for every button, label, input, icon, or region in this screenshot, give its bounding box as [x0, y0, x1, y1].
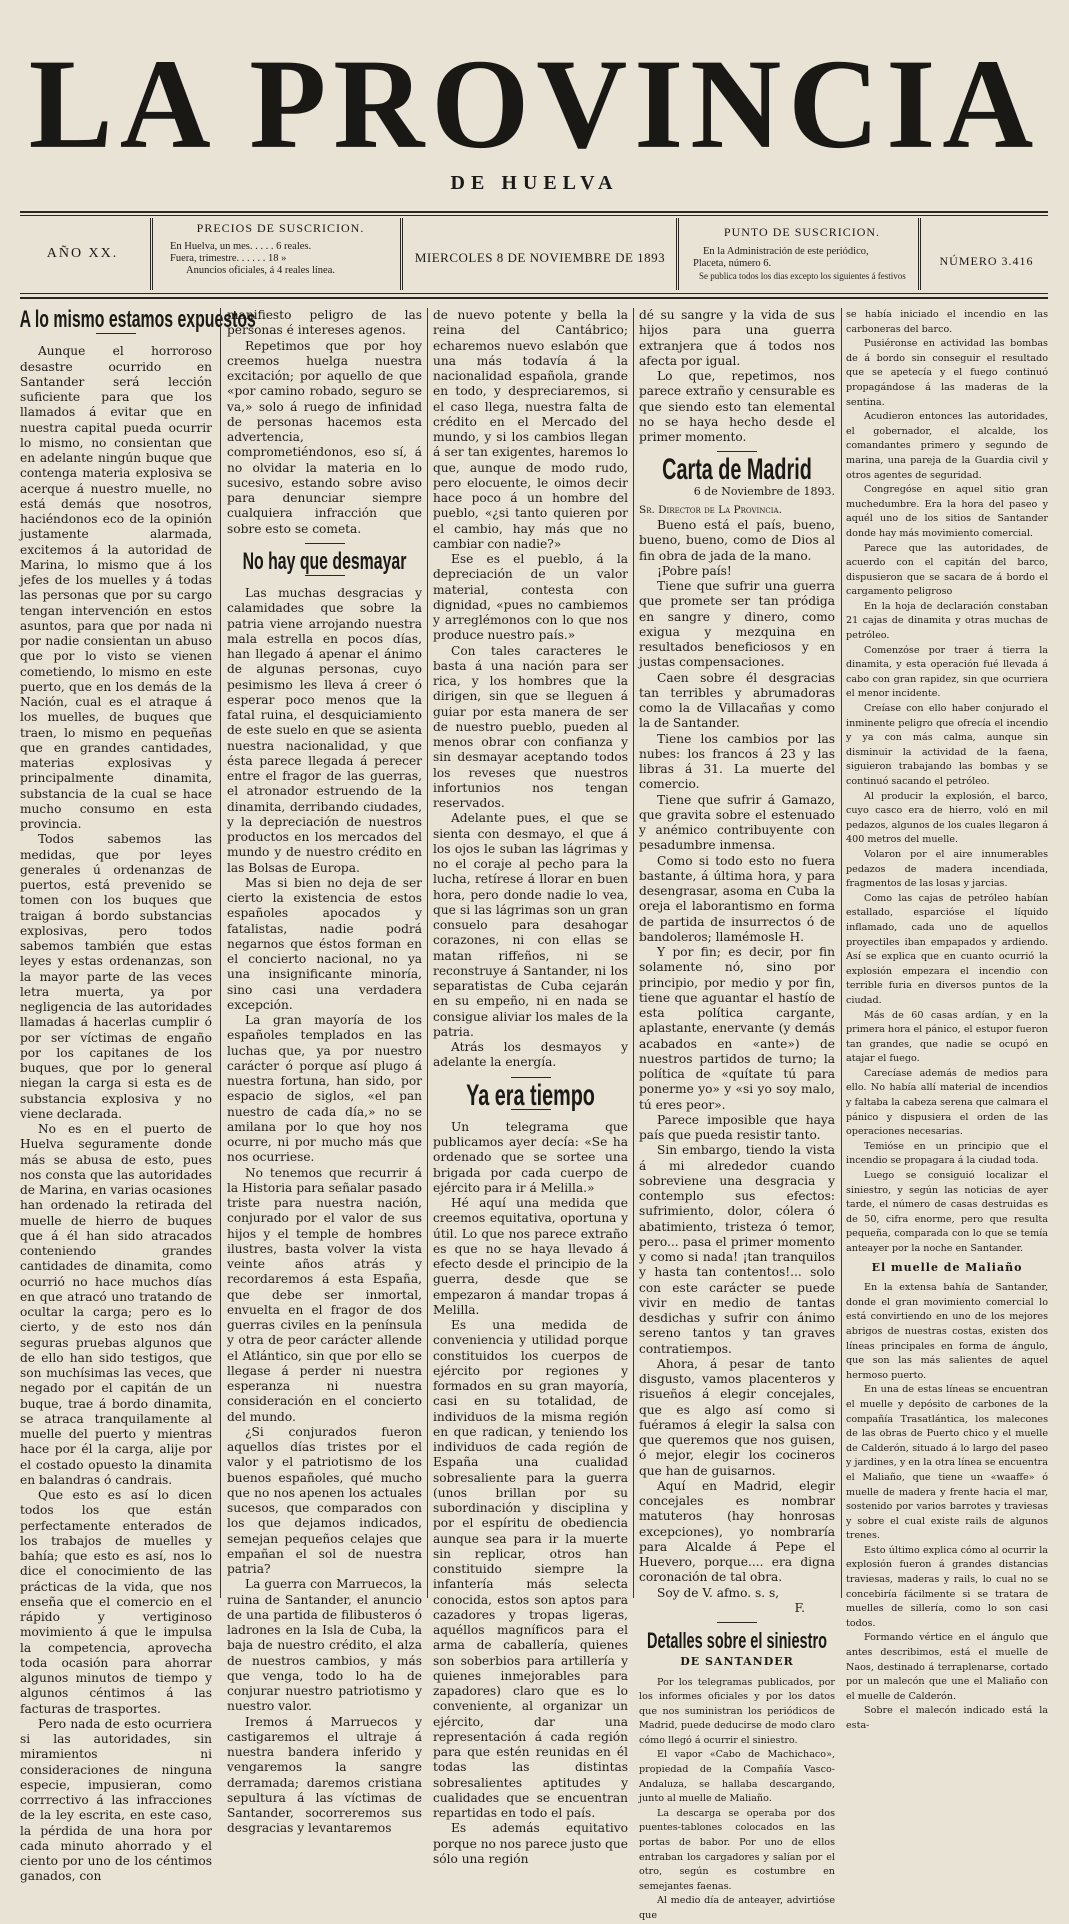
article-heading: Ya era tiempo [466, 1078, 595, 1112]
paragraph: Y por fin; es decir, por fin solamente nó, sino por principio, por medio y por fin, tiene que aguantar el hastío de esta política cargante, aplastante, enervante (y demás acabados en «ante») de nuestros partidos de turno; la política de «quítate tú para ponerme yo» y «si yo soy malo, tú eres peor». [639, 945, 835, 1112]
paragraph: ¡Pobre país! [657, 563, 732, 578]
masthead-subtitle: DE HUELVA [450, 172, 619, 194]
paragraph: Repetimos que por hoy creemos huelga nuestra excitación; por aquello de que «por camino robado, seguro se va,» solo á ruego de infinidad de personas hacemos esta advertencia, comprometiéndonos, eso sí, á no olvidar la materia en lo sucesivo, estando sobre aviso para denunciar siempre cualquiera infracción que sobre esto se cometa. [227, 338, 422, 536]
paragraph: Es además equitativo porque no nos parece justo que sólo una región [433, 1821, 628, 1866]
article-heading: Carta de Madrid [662, 453, 812, 487]
paragraph: Carecíase además de medios para ello. No había allí material de incendios y faltaba la cabeza serena que calmara el pánico y dispusiera el orden de las operaciones necesarias. [846, 1067, 1048, 1138]
paragraph: Con tales caracteres le basta á una nación para ser rica, y los hombres que la dirigen, sin que se lleguen á guiar por esta manera de ser de nuestro pueblo, pueden al menos obrar con confianza y sin desmayar aceptando todos los reveses que nuestros infortunios nos tengan reservados. [433, 643, 628, 810]
paragraph: Hé aquí una medida que creemos equitativa, oportuna y útil. Lo que nos parece extraño es que no se haya llevado á efecto desde el principio de la guerra, desde que se empezaron á mandar tropas á Melilla. [433, 1196, 628, 1317]
header-bar [20, 216, 1048, 292]
paragraph: se había iniciado el incendio en las carboneras del barco. [846, 309, 1048, 335]
paragraph: Caen sobre él desgracias tan terribles y abrumadoras como la de Villacañas y como la de Santander. [639, 670, 835, 731]
punto-title: PUNTO DE SUSCRICION. [723, 225, 881, 239]
paragraph: Sin embargo, tiendo la vista á mi alrededor cuando sobreviene una desgracia y contemplo sus efectos: sufrimiento, dolor, cólera ó abatimiento, tristeza ó temor, pero... pasa el primer momento y como si nada! ¡tan tranquilos y hasta tan contentos!... solo con este carácter se puede vivir en medio de tantas desdichas y sufrir con ánimo sereno tantos y tan graves contratiempos. [639, 1143, 835, 1356]
header-top-rule [20, 211, 1048, 213]
letter-signature: F. [794, 1600, 805, 1615]
subscription-prices [160, 216, 395, 292]
prices-line: Fuera, trimestre. . . . . . 18 » [170, 253, 287, 264]
paragraph: Creíase con ello haber conjurado el inminente peligro que ofrecía el incendio y ya con más calma, aunque sin disminuir la actividad de la faena, siguieron trabajando las bombas y se continuó sacando el petróleo. [846, 703, 1048, 787]
paragraph: Ahora, á pesar de tanto disgusto, vamos placenteros y risueños á elegir concejales, que es algo así como si fuéramos á elegir la salsa con que queremos que nos guisen, ó mejor, elegir los cocineros que han de guisarnos. [639, 1356, 835, 1478]
paragraph: Pero nada de esto ocurriera si las autoridades, sin miramientos ni consideraciones de ninguna especie, impusieran, como corrrectivo á las infracciones de la ley escrita, en este caso, la pérdida de una hora por cada minuto ahorrado y el ciento por uno de los céntimos ganados, con [20, 1716, 212, 1884]
article-heading: Detalles sobre el siniestro [647, 1628, 827, 1653]
paragraph: Aquí en Madrid, elegir concejales es nombrar matuteros (hay honrosas excepciones), yo nombraría para Alcalde á Pepe el Huevero, porque.... era digna coronación de tal obra. [639, 1478, 835, 1585]
paragraph: dé su sangre y la vida de sus hijos para una guerra extranjera que á todos nos afecta por igual. [639, 308, 835, 368]
issue-date: MIERCOLES 8 DE NOVIEMBRE DE 1893 [414, 250, 666, 265]
letter-closing: Soy de V. afmo. s. s, [657, 1585, 780, 1600]
divider [96, 333, 136, 334]
header-divider [676, 218, 679, 290]
paragraph: Congregóse en aquel sitio gran muchedumbre. Era la hora del paseo y aquél uno de los sitios de Santander donde hay más movimiento comercial. [846, 484, 1048, 539]
column-1 [19, 306, 256, 1884]
article-subheading: DE SANTANDER [680, 1655, 794, 1669]
header-bottom-rule [20, 297, 1048, 299]
paragraph: Como si todo esto no fuera bastante, á última hora, y para desengrasar, asoma en Cuba la oreja el laborantismo en forma de partida de insurrectos ó de bandoleros; llamémosle H. [639, 853, 835, 944]
punto-line: En la Administración de este periódico, [703, 246, 869, 257]
paragraph: Al medio día de anteayer, advirtióse que [639, 1895, 835, 1921]
paragraph: Iremos á Marruecos y castigaremos el ultraje á nuestra bandera inferido y vengaremos la sangre derramada; daremos cristiana sepultura á las víctimas de Santander, socorreremos sus desgracias y levantaremos [227, 1714, 422, 1836]
paragraph: Un telegrama que publicamos ayer decía: «Se ha ordenado que se sortee una brigada por cada cuerpo de ejército para ir á Melilla.» [433, 1119, 628, 1195]
paragraph: Bueno está el país, bueno, bueno, bueno, como de Dios al fin obra de jada de la mano. [639, 518, 835, 563]
paragraph: Acudieron entonces las autoridades, el gobernador, el alcalde, los comandantes primero y segundo de marina, una pareja de la Guardia civil y otros agentes de seguridad. [846, 411, 1048, 481]
prices-line: En Huelva, un mes. . . . . 6 reales. [170, 241, 312, 252]
column-3 [433, 308, 628, 1866]
paragraph: Que esto es así lo dicen todos los que están perfectamente enterados de los trabajos de muelles y bahía; que esto es así, nos lo dice el conocimiento de las prácticas de la vida, que nos enseña que el comercio en el rápido y vertiginoso movimiento á que le impulsa la competencia, aprovecha toda ocasión para ahorrar algunos minutos de tiempo y algunos céntimos á las facturas de trasportes. [20, 1488, 212, 1716]
paragraph: Formando vértice en el ángulo que antes describimos, está el muelle de Naos, destinado á terraplenarse, cortado por un malecón que une el Maliaño con el muelle de Calderón. [846, 1632, 1048, 1702]
letter-salutation: Sr. Director de La Provincia. [639, 503, 782, 516]
masthead-title: LA PROVINCIA [28, 33, 1041, 176]
paragraph: Todos sabemos las medidas, que por leyes generales ú ordenanzas de puertos, está prevenido se tomen con los buques que traigan á bordo substancias explosivas, pero todos sabemos también que estas leyes y estas ordenanzas, son la mayor parte de las veces letra muerta, ya por negligencia de las autoridades llamadas á hacerlas cumplir ó por ser víctimas de engaño por los capitanes de los buques, que por lo general niegan la carga si esta es de substancia explosiva y no viene declarada. [20, 832, 212, 1121]
column-rule [841, 308, 842, 1598]
paragraph: Luego se consiguió localizar el siniestro, y según las noticias de ayer tarde, el número de casas destruidas es de 50, cifra enorme, pero que resulta pequeña, comparada con lo que se temía anteayer por la noche en Santander. [846, 1170, 1048, 1254]
paragraph: Volaron por el aire innumerables pedazos de madera incendiada, fragmentos de las losas y jarcias. [846, 848, 1048, 890]
paragraph: Mas si bien no deja de ser cierto la existencia de estos españoles apocados y fatalistas, nadie podrá negarnos que éstos forman en el concierto nacional, no ya una insignificante minoría, sino casi una verdadera excepción. [227, 875, 422, 1012]
column-4 [639, 308, 835, 1921]
header-divider [150, 218, 153, 290]
letter-date: 6 de Noviembre de 1893. [693, 484, 835, 498]
paragraph: La guerra con Marruecos, la ruina de Santander, el anuncio de una partida de filibusteros ó ladrones en la Isla de Cuba, la baja de nuestro crédito, el alza de nuestros cambios, y más que venga, todo lo ha de conjurar nuestro patriotismo y nuestro valor. [227, 1577, 422, 1714]
column-5 [846, 308, 1048, 1731]
divider [305, 575, 345, 576]
paragraph: En la extensa bahía de Santander, donde el gran movimiento comercial lo está convirtiendo en uno de los mejores abrigos de nuestras costas, existen dos líneas principales en forma de ángulo, que son las más salientes de aquel hermoso puerto. [846, 1282, 1048, 1381]
paragraph: manifiesto peligro de las personas é intereses agenos. [227, 308, 422, 338]
header-divider [918, 218, 921, 290]
issue-number: NÚMERO 3.416 [939, 254, 1034, 268]
paragraph: Tiene que sufrir á Gamazo, que gravita sobre el estenuado y anémico contribuyente con pesadumbre inmensa. [639, 792, 835, 853]
punto-line: Se publica todos los dias excepto los siguientes á festivos [699, 271, 906, 281]
paragraph: Pusiéronse en actividad las bombas de á bordo sin conseguir el resultado que se apetecía y el fuego continuó propagándose á las maderas de la sentina. [846, 338, 1048, 408]
paragraph: Sobre el malecón indicado está la esta- [846, 1705, 1048, 1731]
paragraph: En una de estas líneas se encuentran el muelle y depósito de carbones de la compañía Trasatlántica, los malecones de las obras de Puerto chico y el muelle de Calderón, situado á lo largo del paseo y jardines, y en la otra línea se encuentra el Maliaño, que tiene un «waaffe» ó muelle de madera y frente hacia el mar, sostenido por varios barrotes y traviesas y sobre el cual existe rails de algunos trenes. [846, 1384, 1048, 1542]
masthead [0, 33, 1069, 195]
paragraph: Tiene que sufrir una guerra que promete ser tan pródiga en sangre y dinero, como exigua y mezquina en resultados beneficiosos y en justas compensaciones. [639, 579, 835, 670]
divider [511, 1077, 551, 1078]
issue-year: AÑO XX. [46, 246, 119, 261]
paragraph: Tiene los cambios por las nubes: los francos á 23 y las libras á 31. La muerte del comercio. [639, 731, 835, 792]
punto-line: Placeta, número 6. [693, 258, 772, 269]
prices-title: PRECIOS DE SUSCRICION. [196, 221, 365, 235]
paragraph: No es en el puerto de Huelva seguramente donde más se abusa de esto, pues nos consta que las autoridades de Marina, en varias ocasiones han ordenado la retirada del muelle de hierro de buques que á él han sido atracados conteniendo grandes cantidades de dinamita, como ocurrió no hace muchos días en que atracó uno tratando de ocultar la carga; pero es lo cierto, y de esto nos dán seguras pruebas algunos que de ello han sido testigos, que son muchísimas las veces, que negado por el capitán de un buque, trae á bordo dinamita, se atraca tranquilamente al muelle del puerto y mientras hace por él la carga, alije por el costado opuesto la dinamita en balandras ó candrais. [20, 1122, 212, 1487]
header-bottom-rule-thin [20, 293, 1048, 294]
paragraph: Es una medida de conveniencia y utilidad porque constituidos los cuerpos de ejército por regiones y formados en su gran mayoría, casi en su totalidad, de individuos de la misma región en que radican, y teniendo los individuos de cada región de España una cualidad sobresaliente para la guerra (unos brillan por su subordinación y disciplina y por el espíritu de obediencia aunque sea para ir la muerte sin replicar, otros han constituido siempre la infantería más selecta conocida, estos son aptos para cazadores y tropas ligeras, aquéllos magníficos para el arma de caballería, quienes son soberbios para artillería y quienes inmejorables para zapadores) claro que es lo conveniente, al organizar un ejército, dar una representación á cada región para que estén reunidas en él todas las distintas sobresalientes aptitudes y cualidades que se encuentran repartidas en todo el país. [433, 1318, 628, 1820]
paragraph: Las muchas desgracias y calamidades que sobre la patria viene arrojando nuestra mala estrella en pocos días, han llegado á apenar el ánimo de algunas personas, cuyo pesimismo les lleva á creer ó esperar poco menos que la fatal ruina, el desquiciamiento de este suelo en que se asienta nuestra nacionalidad, y que ésta parece llegada á perecer entre el fragor de las guerras, el atronador estruendo de la dinamita, derribando ciudades, y la depreciación de nuestros productos en los mercados del mundo y de nuestro crédito en las Bolsas de Europa. [227, 586, 422, 875]
paragraph: No tenemos que recurrir á la Historia para señalar pasado triste para nuestra nación, conjurado por el valor de sus hijos y el temple de hombres ilustres, basta volver la vista veinte años atrás y recordaremos á esta España, que debe ser inmortal, envuelta en el fragor de dos guerras civiles en la península y otra de peor carácter allende el Atlántico, sin que por ello se llegase á perder ni nuestra esperanza ni nuestra consideración en el concierto del mundo. [227, 1165, 422, 1424]
paragraph: Al producir la explosión, el barco, cuyo casco era de hierro, voló en mil pedazos, algunos de los cuales llegaron á 400 metros del muelle. [846, 790, 1048, 846]
column-rule [427, 308, 428, 1598]
article-heading: A lo mismo estamos expuestos [19, 306, 256, 333]
divider [717, 451, 757, 452]
paragraph: En la hoja de declaración constaban 21 cajas de dinamita y otras muchas de petróleo. [846, 600, 1048, 642]
paragraph: El vapor «Cabo de Machichaco», propiedad de la Compañía Vasco-Andaluza, se hallaba descargando, junto al muelle de Maliaño. [639, 1749, 835, 1805]
paragraph: Temióse en un principio que el incendio se propagara á la ciudad toda. [846, 1140, 1048, 1167]
column-rule [220, 308, 221, 1598]
paragraph: Atrás los desmayos y adelante la energía. [433, 1040, 628, 1070]
divider [305, 543, 345, 544]
paragraph: ¿Si conjurados fueron aquellos días tristes por el valor y el patriotismo de los buenos españoles, qué mucho que no nos apenen los actuales sucesos, que comparados con los que dejamos indicados, semejan pequeños celajes que empañan el sol de nuestra patria? [227, 1424, 422, 1576]
paragraph: Ese es el pueblo, á la depreciación de un valor material, contesta con dignidad, «pues no cambiemos y arreglémonos con lo que nos produce nuestro país.» [433, 552, 628, 643]
column-2 [227, 308, 422, 1836]
article-heading: No hay que desmayar [242, 547, 407, 575]
divider [717, 1622, 757, 1623]
paragraph: Adelante pues, el que se sienta con desmayo, el que á los ojos le suban las lágrimas y no el coraje al pecho para la lucha, retírese á llorar en buen hora, pero donde nadie lo vea, que si las lágrimas son un gran consuelo para desahogar corazones, ni con ellas se matan riffeños, ni se reconstruye á Santander, ni los separatistas de Cuba cejarán en su empeño, ni en nada se consigue aliviar los males de la patria. [433, 811, 628, 1039]
columns [19, 306, 1050, 1921]
paragraph: Más de 60 casas ardían, y en la primera hora el pánico, el estupor fueron tan grandes, que nadie se ocupó en atajar el fuego. [846, 1009, 1048, 1065]
paragraph: Por los telegramas publicados, por los informes oficiales y por los datos que nos suministran los periódicos de Madrid, puede deducirse de modo claro cómo llegó á ocurrir el siniestro. [639, 1676, 835, 1746]
paragraph: Aunque el horroroso desastre ocurrido en Santander será lección suficiente para que los llamados á evitar que en nuestra capital pueda ocurrir lo mismo, no consientan que en adelante ningún buque que contenga materia explosiva se acerque á nuestro muelle, no está demás que nosotros, haciéndonos eco de la opinión justamente alarmada, excitemos á la autoridad de Marina, lo mismo que á los jefes de los muelles y á todas las personas que por su cargo tengan intervención en estos asuntos, para que por nada ni por nadie consientan un abuso que por lo visto se vienen cometiendo, lo mismo en este puerto, que en los demás de la Nación, cual es el atraque á los muelles, de buques que traen, lo mismo en pequeñas que en grandes cantidades, materias explosivas y principalmente dinamita, substancia de la cual se hace mucho consumo en esta provincia. [20, 344, 212, 831]
header-divider [400, 218, 403, 290]
paragraph: La gran mayoría de los españoles templados en las luchas que, ya por nuestro carácter ó porque así plugo á nuestra fortuna, han sido, por espacio de siglos, «el pan nuestro de cada día,» no se amilana por lo que hoy nos ocurre, ni por mucho más que nos ocurriese. [227, 1013, 422, 1165]
paragraph: de nuevo potente y bella la reina del Cantábrico; echaremos nuevo eslabón que una más todavía á la nacionalidad española, grande en todo, y despreciaremos, si el caso llega, nuestra falta de crédito en el Mercado del mundo, y si los cambios llegan á ser tan exigentes, haremos lo que, aunque de modo rudo, pero elocuente, le oimos decir hace poco á un hombre del pueblo, «¿si tanto quieren por el cambio, hay más que no cambiar con nadie?» [433, 308, 628, 551]
paragraph: Comenzóse por traer á tierra la dinamita, y esta operación fué llevada á cabo con gran rapidez, sin que ocurriera el menor incidente. [846, 644, 1048, 700]
paragraph: Lo que, repetimos, nos parece extraño y censurable es que siendo esto tan elemental no se haya hecho desde el primer momento. [639, 369, 835, 444]
prices-line: Anuncios oficiales, á 4 reales línea. [186, 265, 335, 276]
column-rule [633, 308, 634, 1598]
article-subheading: El muelle de Maliaño [871, 1260, 1023, 1274]
paragraph: Parece imposible que haya país que pueda resistir tanto. [639, 1112, 835, 1142]
paragraph: Esto último explica cómo al ocurrir la explosión fueron á grandes distancias traviesas, maderas y rails, lo cual no se concebiría fácilmente si se tratara de muelles de sillería, como lo son casi todos. [846, 1544, 1048, 1629]
paragraph: Como las cajas de petróleo habían estallado, esparcióse el líquido inflamado, cada uno de aquellos proyectiles iban empapados y ardiendo. Así se explica que en cuanto ocurrió la explosión empezara el incendio con terrible furia en diversos puntos de la ciudad. [846, 892, 1048, 1006]
subscription-point [685, 216, 915, 292]
paragraph: La descarga se operaba por dos puentes-tablones colocados en las portas de babor. Por uno de ellos entraban los cargadores y salían por el otro, según es costumbre en semejantes faenas. [639, 1807, 835, 1892]
paragraph: Parece que las autoridades, de acuerdo con el capitán del barco, dispusieron que se sacara de á bordo el cargamento peligroso [846, 542, 1048, 598]
